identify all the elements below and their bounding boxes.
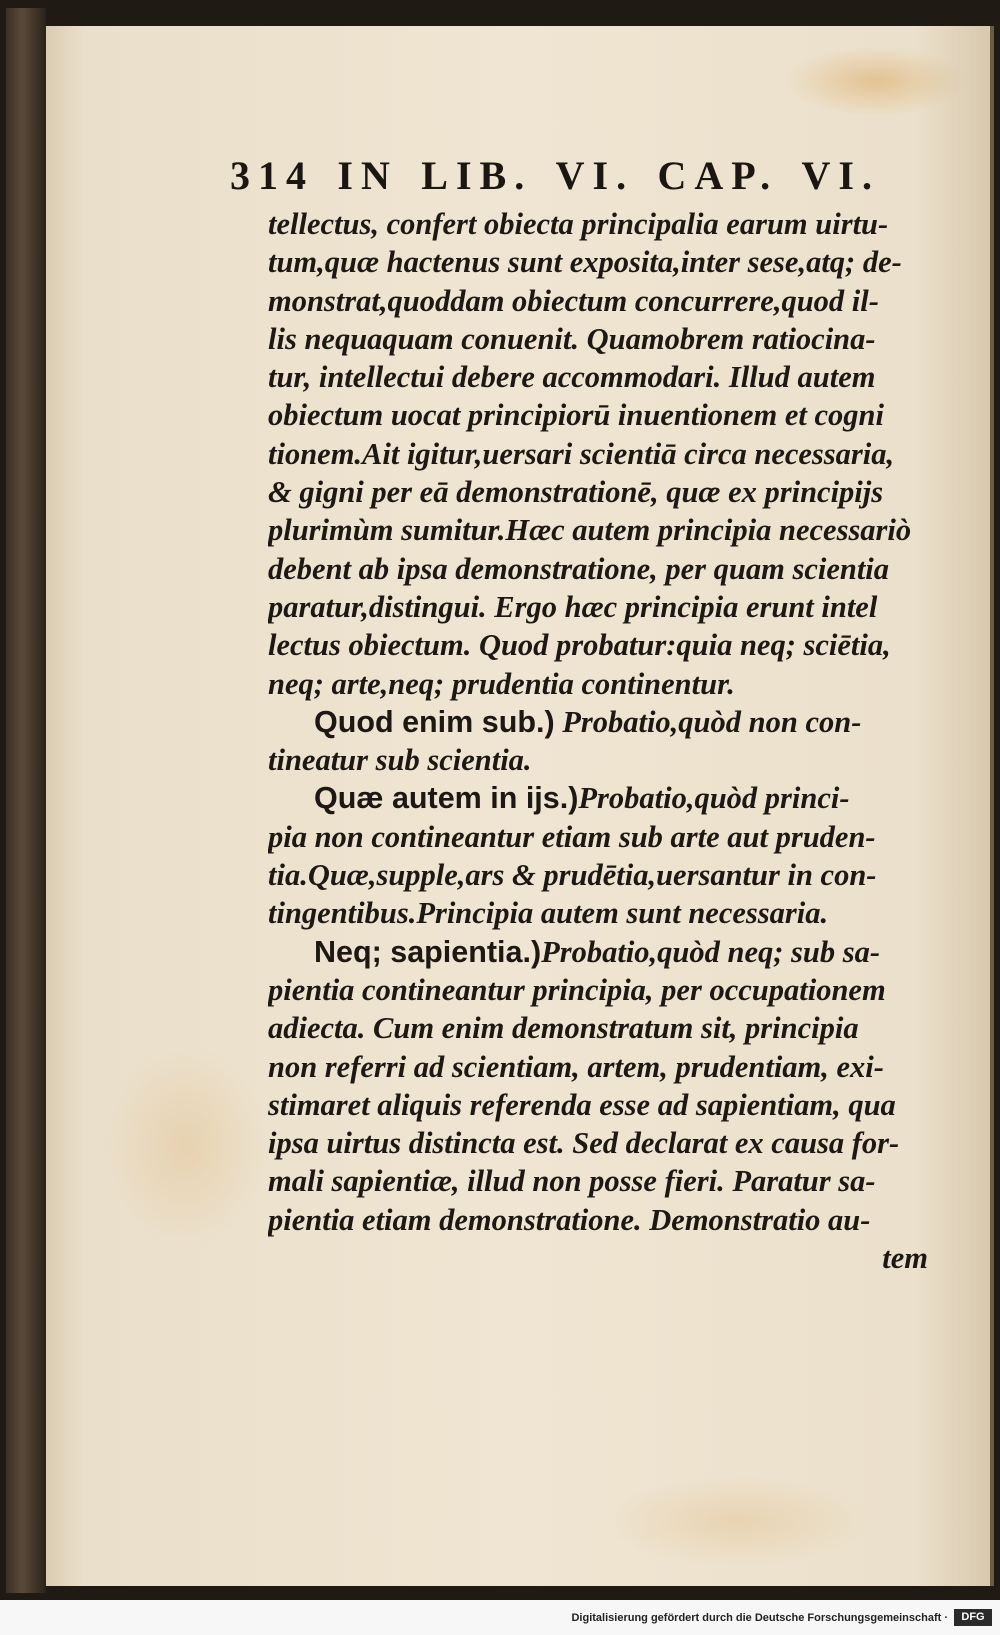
line-text: Probatio,quòd neq; sub sa- (541, 934, 881, 969)
line-text: tellectus, confert obiecta principalia earum uirtu- (268, 207, 889, 241)
line-text: obiectum uocat principiorū inuentionem et cogni (268, 398, 884, 433)
text-line (268, 1086, 928, 1124)
text-line (268, 1124, 928, 1162)
line-text: stimaret aliquis referenda esse ad sapientiam, qua (268, 1087, 896, 1122)
paper-stain (606, 1476, 866, 1566)
text-line (268, 320, 928, 358)
text-line (268, 205, 928, 243)
line-text: debent ab ipsa demonstratione, per quam scientia (268, 551, 890, 586)
line-text: tem (882, 1241, 928, 1276)
text-line (268, 779, 928, 817)
text-line (268, 550, 928, 588)
paper-stain (786, 46, 966, 116)
text-line (268, 1201, 928, 1239)
text-line (268, 1162, 928, 1200)
line-text: tur, intellectui debere accommodari. Illud autem (268, 360, 876, 395)
lemma: Quæ autem in ijs.) (314, 781, 579, 816)
text-line (268, 473, 928, 511)
line-text: Probatio,quòd princi- (578, 781, 850, 816)
header-word: VI. (555, 152, 635, 198)
text-line (268, 703, 928, 741)
line-text: tionem.Ait igitur,uersari scientiā circa necessaria, (268, 436, 895, 471)
header-word: VI. (801, 152, 880, 198)
header-word: CAP. (657, 152, 779, 198)
line-text: lectus obiectum. Quod probatur:quia neq; sciētia, (268, 628, 891, 663)
text-line (268, 1009, 928, 1047)
text-line (268, 894, 928, 932)
text-line (268, 243, 928, 281)
text-line (268, 358, 928, 396)
running-header (230, 150, 880, 200)
text-line (268, 933, 928, 971)
lemma: Quod enim sub.) (314, 704, 555, 739)
line-text: tineatur sub scientia. (268, 743, 532, 778)
footer-credit: Digitalisierung gefördert durch die Deutsche Forschungsgemeinschaft · (571, 1612, 948, 1624)
text-line (268, 665, 928, 703)
line-text: pientia etiam demonstratione. Demonstratio au- (268, 1202, 871, 1237)
text-line (268, 588, 928, 626)
book-spine (6, 8, 46, 1593)
footer-bar (0, 1600, 1000, 1635)
text-line (268, 282, 928, 320)
text-line (268, 511, 928, 549)
line-text: non referri ad scientiam, artem, prudentiam, exi- (268, 1049, 884, 1084)
text-line (268, 626, 928, 664)
page-number: 314 (230, 152, 314, 198)
dfg-logo: DFG (954, 1609, 992, 1626)
line-text: lis nequaquam conuenit. Quamobrem ratiocina- (268, 321, 876, 356)
line-text: tia.Quæ,supple,ars & prudētia,uersantur in con- (268, 858, 877, 893)
header-word: IN (337, 152, 398, 198)
line-text: tum,quæ hactenus sunt exposita,inter sese,atq; de- (268, 245, 902, 280)
line-text: ipsa uirtus distincta est. Sed declarat ex causa for- (268, 1126, 900, 1161)
header-word: LIB. (421, 152, 533, 198)
line-text: pia non contineantur etiam sub arte aut pruden- (268, 819, 876, 854)
paper-stain (106, 1046, 266, 1246)
text-line (268, 741, 928, 779)
line-text: paratur,distingui. Ergo hæc principia erunt intel (268, 589, 878, 624)
line-text: plurimùm sumitur.Hæc autem principia necessariò (268, 513, 912, 548)
line-text: pientia contineantur principia, per occupationem (268, 972, 886, 1007)
body-text (268, 205, 928, 1277)
text-line (268, 1048, 928, 1086)
lemma: Neq; sapientia.) (314, 934, 542, 969)
line-text: neq; arte,neq; prudentia continentur. (268, 666, 735, 701)
line-text: mali sapientiæ, illud non posse fieri. Paratur sa- (268, 1164, 876, 1199)
line-text: tingentibus.Principia autem sunt necessaria. (268, 896, 829, 931)
text-line (268, 1239, 928, 1277)
text-line (268, 971, 928, 1009)
line-text: Probatio,quòd non con- (554, 704, 862, 739)
text-line (268, 435, 928, 473)
text-line (268, 818, 928, 856)
line-text: adiecta. Cum enim demonstratum sit, principia (268, 1011, 859, 1046)
text-line (268, 856, 928, 894)
line-text: monstrat,quoddam obiectum concurrere,quod il- (268, 283, 879, 318)
line-text: & gigni per eā demonstrationē, quæ ex principijs (268, 475, 884, 510)
text-line (268, 396, 928, 434)
